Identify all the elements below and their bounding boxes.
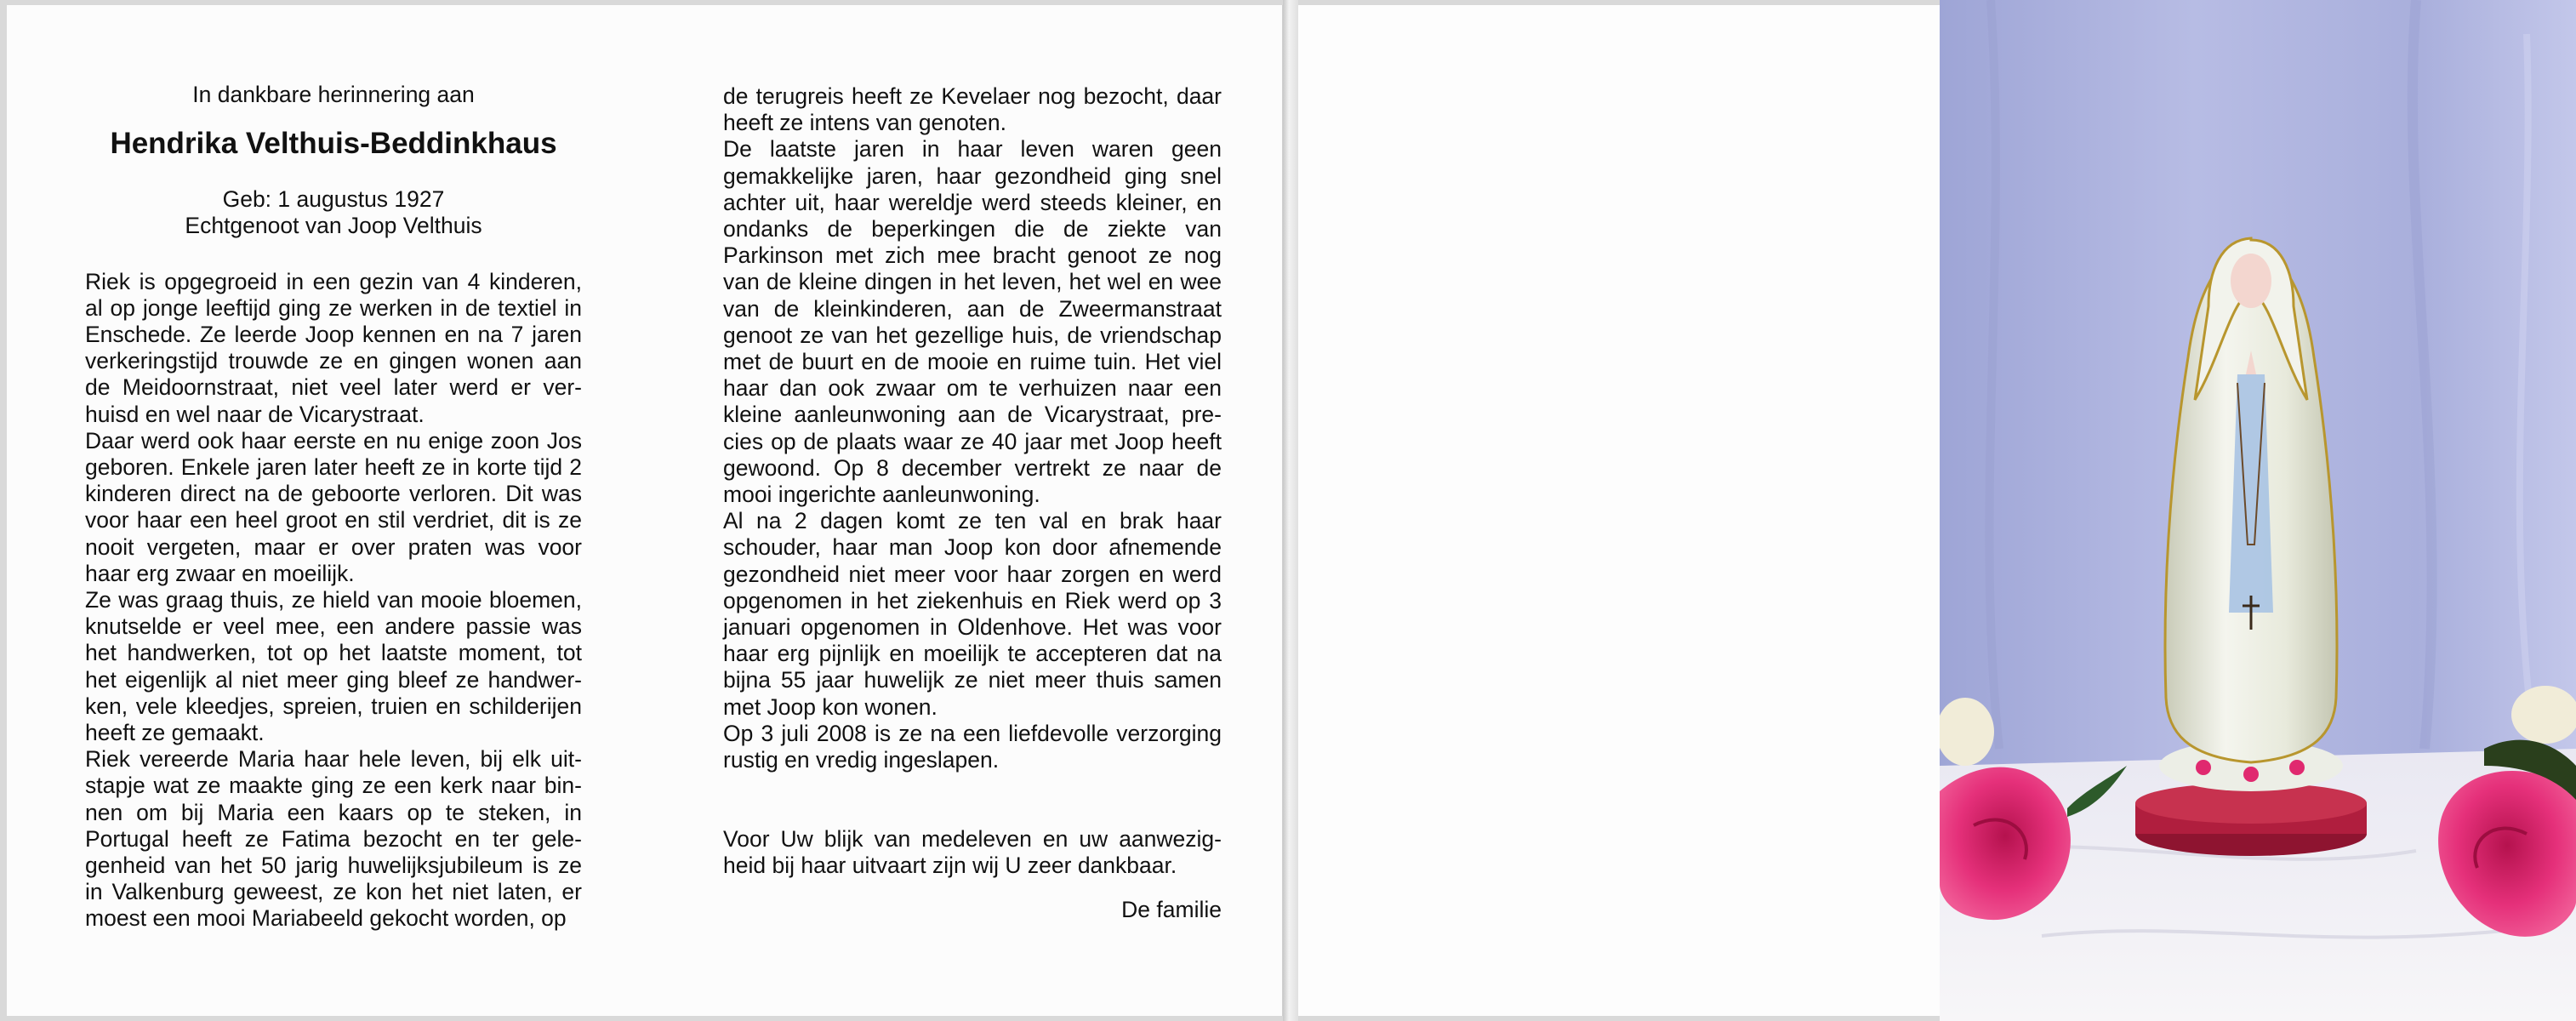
- birth-date: Geb: 1 augustus 1927: [222, 186, 445, 213]
- paragraph: Op 3 juli 2008 is ze na een liefdevolle verzorging rustig en vredig ingeslapen.: [723, 720, 1222, 773]
- paragraph: Al na 2 dagen komt ze ten val en brak haar schouder, haar man Joop kon door afnemende gezondheid niet meer voor haar zorgen en werd opgenomen in het ziekenhuis en Riek werd op 3 januari opgenomen in Oldenhove. Het was voor haar erg pijnlijk en moeilijk te accepteren dat na bijna 55 jaar huwelijk ze niet meer thuis samen met Joop kon wonen.: [723, 508, 1222, 720]
- spouse-line: Echtgenoot van Joop Velthuis: [185, 213, 482, 239]
- text-column-left: [85, 82, 582, 933]
- blank-back-panel: [1298, 5, 1940, 1016]
- paragraph: Riek is opgegroeid in een gezin van 4 kinderen, al op jonge leeftijd ging ze werken in de textiel in Enschede. Ze leerde Joop kennen en na 7 jaren verkeringstijd trouwde ze en gingen wonen aan de Meidoornstraat, niet veel later werd er verhuisd en wel naar de Vicarystraat.: [85, 268, 582, 427]
- paragraph: de terugreis heeft ze Kevelaer nog bezocht, daar heeft ze intens van genoten.: [723, 83, 1222, 136]
- paragraph: Riek vereerde Maria haar hele leven, bij elk uitstapje wat ze maakte ging ze een kerk naar binnen om bij Maria een kaars op te steken, in Portugal heeft ze Fatima bezocht en ter gelegenheid van het 50 jarig huwelijksjubileum is ze in Valkenburg geweest, ze kon het niet laten, er moest een mooi Mariabeeld gekocht worden, op: [85, 746, 582, 932]
- thanks-paragraph: Voor Uw blijk van medeleven en uw aanwezigheid bij haar uitvaart zijn wij U zeer dankbaar.: [723, 826, 1222, 879]
- deceased-name: Hendrika Velthuis-Beddinkhaus: [110, 127, 557, 161]
- photo-panel: [1940, 0, 2576, 1021]
- statue-photo: [1940, 0, 2576, 1021]
- signature: De familie: [1121, 896, 1222, 922]
- intro-line: In dankbare herinnering aan: [192, 82, 475, 107]
- card-fold: [1283, 0, 1298, 1021]
- paragraph: De laatste jaren in haar leven waren geen gemakkelijke jaren, haar gezondheid ging snel achter uit, haar wereldje werd steeds kleiner, en ondanks de beperkingen die de ziekte van Parkinson met zich mee bracht genoot ze nog van de kleine dingen in het leven, het wel en wee van de kleinkinderen, aan de Zweermanstraat genoot ze van het gezellige huis, de vriendschap met de buurt en de mooie en ruime tuin. Het viel haar dan ook zwaar om te verhuizen naar een kleine aanleunwoning aan de Vicarystraat, precies op de plaats waar ze 40 jaar met Joop heeft gewoond. Op 8 december vertrekt ze naar de mooi ingerichte aanleunwoning.: [723, 136, 1222, 508]
- inner-text-panel: [7, 5, 1283, 1016]
- text-column-right: [723, 83, 1222, 923]
- paragraph: Ze was graag thuis, ze hield van mooie bloemen, knutselde er veel mee, een andere passie was het handwerken, tot op het laatste moment, tot het eigenlijk al niet meer ging bleef ze handwerken, vele kleedjes, spreien, truien en schilderijen heeft ze gemaakt.: [85, 587, 582, 746]
- paragraph: Daar werd ook haar eerste en nu enige zoon Jos geboren. Enkele jaren later heeft ze in korte tijd 2 kinderen direct na de geboorte verloren. Dit was voor haar een heel groot en stil verdriet, dit is ze nooit vergeten, maar er over praten was voor haar erg zwaar en moeilijk.: [85, 427, 582, 586]
